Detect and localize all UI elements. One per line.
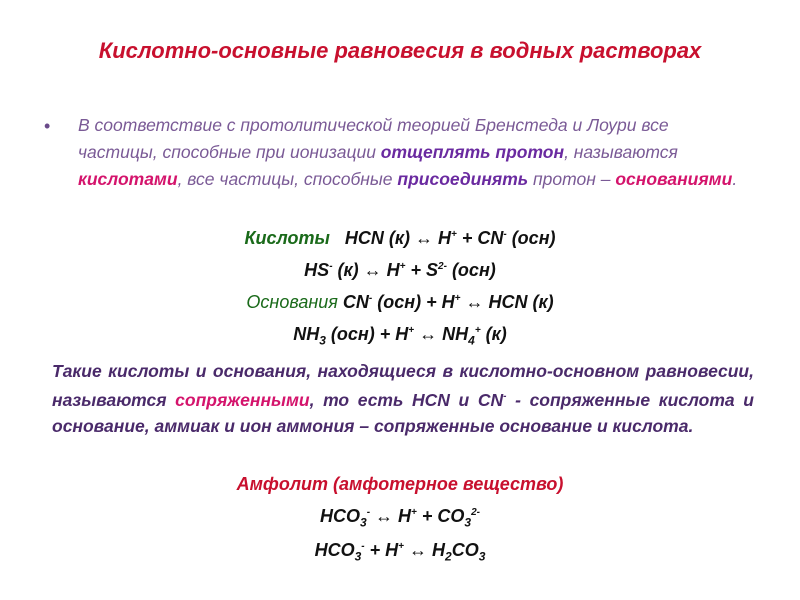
intro-text: В соответствие с протолитической теорией Бренстеда и Лоури все частицы, способные при ионизации отщеплять протон, называются кислотами, все частицы, способные присоединять протон – основаниями. xyxy=(78,115,738,189)
equation-ampholyte-1: $HCO_3^-$ ↔ $H^+ + CO_3^{2-}$ xyxy=(320,506,480,530)
equation-ampholyte-2: $HCO_3^- + H^+$ ↔ $H_2CO_3$ xyxy=(314,540,486,564)
conjugate-paragraph: Такие кислоты и основания, находящиеся в кислотно-основном равновесии, называются сопряженными, то есть HCN и CN- - сопряженные кислота и основание, аммиак и ион аммония – сопряженные основание и кислота. xyxy=(52,361,754,436)
slide-title: Кислотно-основные равновесия в водных растворах xyxy=(98,38,702,63)
equation-acids-1: Кислоты HCN (к) ↔ H+ + CN- (осн) xyxy=(244,228,556,248)
equation-bases-2: $NH_3$ (осн) + H+ ↔ $NH_4^+$ (к) xyxy=(293,324,507,348)
bullet-marker: • xyxy=(44,116,51,136)
equation-bases-1: Основания CN- (осн) + H+ ↔ HCN (к) xyxy=(246,292,554,312)
equation-acids-2: HS- (к) ↔ $H^+ + S^{2-}$ (осн) xyxy=(304,260,496,280)
ampholyte-heading: Амфолит (амфотерное вещество) xyxy=(236,474,564,494)
